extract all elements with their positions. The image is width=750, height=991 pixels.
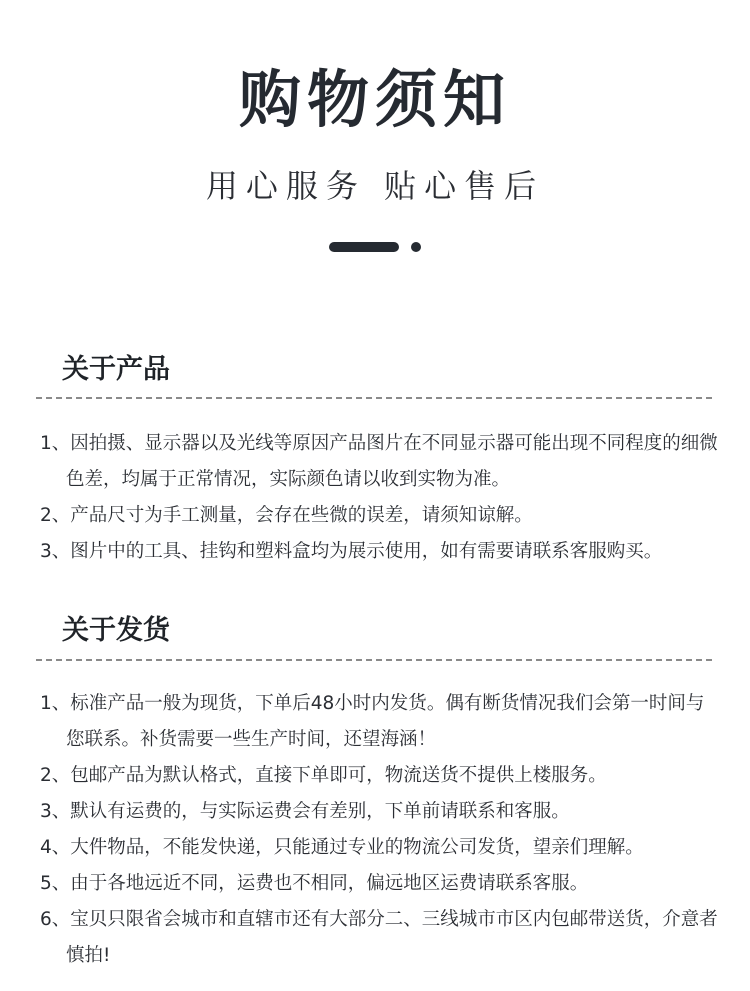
decorative-bar [329, 242, 399, 252]
list-item: 6、宝贝只限省会城市和直辖市还有大部分二、三线城市市区内包邮带送货，介意者慎拍! [40, 909, 718, 966]
section-title-product: 关于产品 [62, 354, 170, 385]
section-divider-shipping [36, 659, 712, 661]
list-item: 4、大件物品，不能发快递，只能通过专业的物流公司发货，望亲们理解。 [40, 837, 644, 858]
list-item: 3、图片中的工具、挂钩和塑料盒均为展示使用，如有需要请联系客服购买。 [40, 541, 663, 562]
decorative-dot [411, 242, 421, 252]
list-item: 1、因拍摄、显示器以及光线等原因产品图片在不同显示器可能出现不同程度的细微色差，均属于正常情况，实际颜色请以收到实物为准。 [40, 433, 718, 490]
section-title-shipping: 关于发货 [62, 615, 170, 646]
list-item: 3、默认有运费的，与实际运费会有差别，下单前请联系和客服。 [40, 801, 570, 822]
shipping-notice-list [40, 686, 720, 974]
page-title: 购物须知 [238, 63, 511, 136]
list-item: 5、由于各地远近不同，运费也不相同，偏远地区运费请联系客服。 [40, 873, 589, 894]
list-item: 1、标准产品一般为现货，下单后48小时内发货。偶有断货情况我们会第一时间与您联系。补货需要一些生产时间，还望海涵！ [40, 693, 705, 750]
list-item: 2、产品尺寸为手工测量，会存在些微的误差，请须知谅解。 [40, 505, 533, 526]
section-divider-product [36, 397, 712, 399]
page-subtitle: 用心服务 贴心售后 [205, 167, 545, 205]
list-item: 2、包邮产品为默认格式，直接下单即可，物流送货不提供上楼服务。 [40, 765, 607, 786]
product-notice-list [40, 426, 720, 570]
